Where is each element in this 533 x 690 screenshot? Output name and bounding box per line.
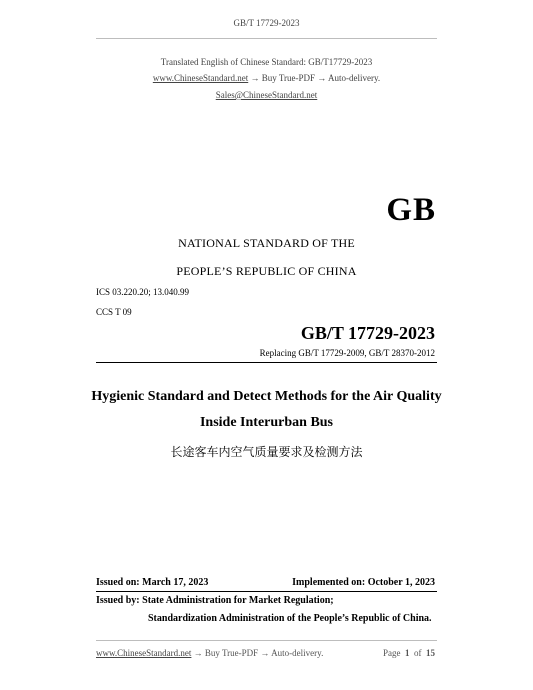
page-of: of: [414, 648, 422, 658]
issue-rule: [96, 591, 437, 592]
chinese-standard-link[interactable]: www.ChineseStandard.net: [152, 73, 249, 83]
gb-mark: GB: [386, 192, 436, 228]
footer-promo: [96, 648, 323, 658]
promo-buy-line: [0, 73, 533, 83]
footer-site-link[interactable]: www.ChineseStandard.net: [96, 648, 192, 658]
implemented-on: Implemented on: October 1, 2023: [292, 577, 435, 588]
footer-divider: [96, 640, 437, 641]
promo-email-line: [0, 90, 533, 100]
national-standard-line1: NATIONAL STANDARD OF THE: [178, 236, 355, 250]
issued-by-line2: Standardization Administration of the People’s Republic of China.: [148, 613, 432, 624]
issued-on: Issued on: March 17, 2023: [96, 577, 209, 588]
promo-line: Translated English of Chinese Standard: GB/T17729-2023: [160, 57, 373, 67]
promo-buy-text: → Buy True-PDF → Auto-delivery.: [248, 73, 381, 83]
page-total: 15: [426, 648, 435, 658]
running-header: GB/T 17729-2023: [233, 18, 300, 28]
page-indicator: [383, 648, 435, 658]
title-line1: Hygienic Standard and Detect Methods for the Air Quality: [91, 389, 442, 404]
standard-number: GB/T 17729-2023: [300, 323, 435, 343]
issued-by-line1: Issued by: State Administration for Market Regulation;: [96, 595, 334, 606]
ics-code: ICS 03.220.20; 13.040.99: [96, 287, 190, 297]
national-standard-line2: PEOPLE’S REPUBLIC OF CHINA: [176, 264, 357, 278]
footer-promo-text: → Buy True-PDF → Auto-delivery.: [191, 648, 324, 658]
cover-rule: [96, 362, 437, 363]
title-line2: Inside Interurban Bus: [199, 415, 334, 430]
header-divider: [96, 38, 437, 39]
title-chinese: 长途客车内空气质量要求及检测方法: [170, 445, 363, 459]
sales-email-link[interactable]: Sales@ChineseStandard.net: [215, 90, 318, 100]
page-current: 1: [405, 648, 410, 658]
page-word: Page: [383, 648, 401, 658]
ccs-code: CCS T 09: [96, 307, 132, 317]
replacing-standards: Replacing GB/T 17729-2009, GB/T 28370-2012: [259, 348, 435, 358]
